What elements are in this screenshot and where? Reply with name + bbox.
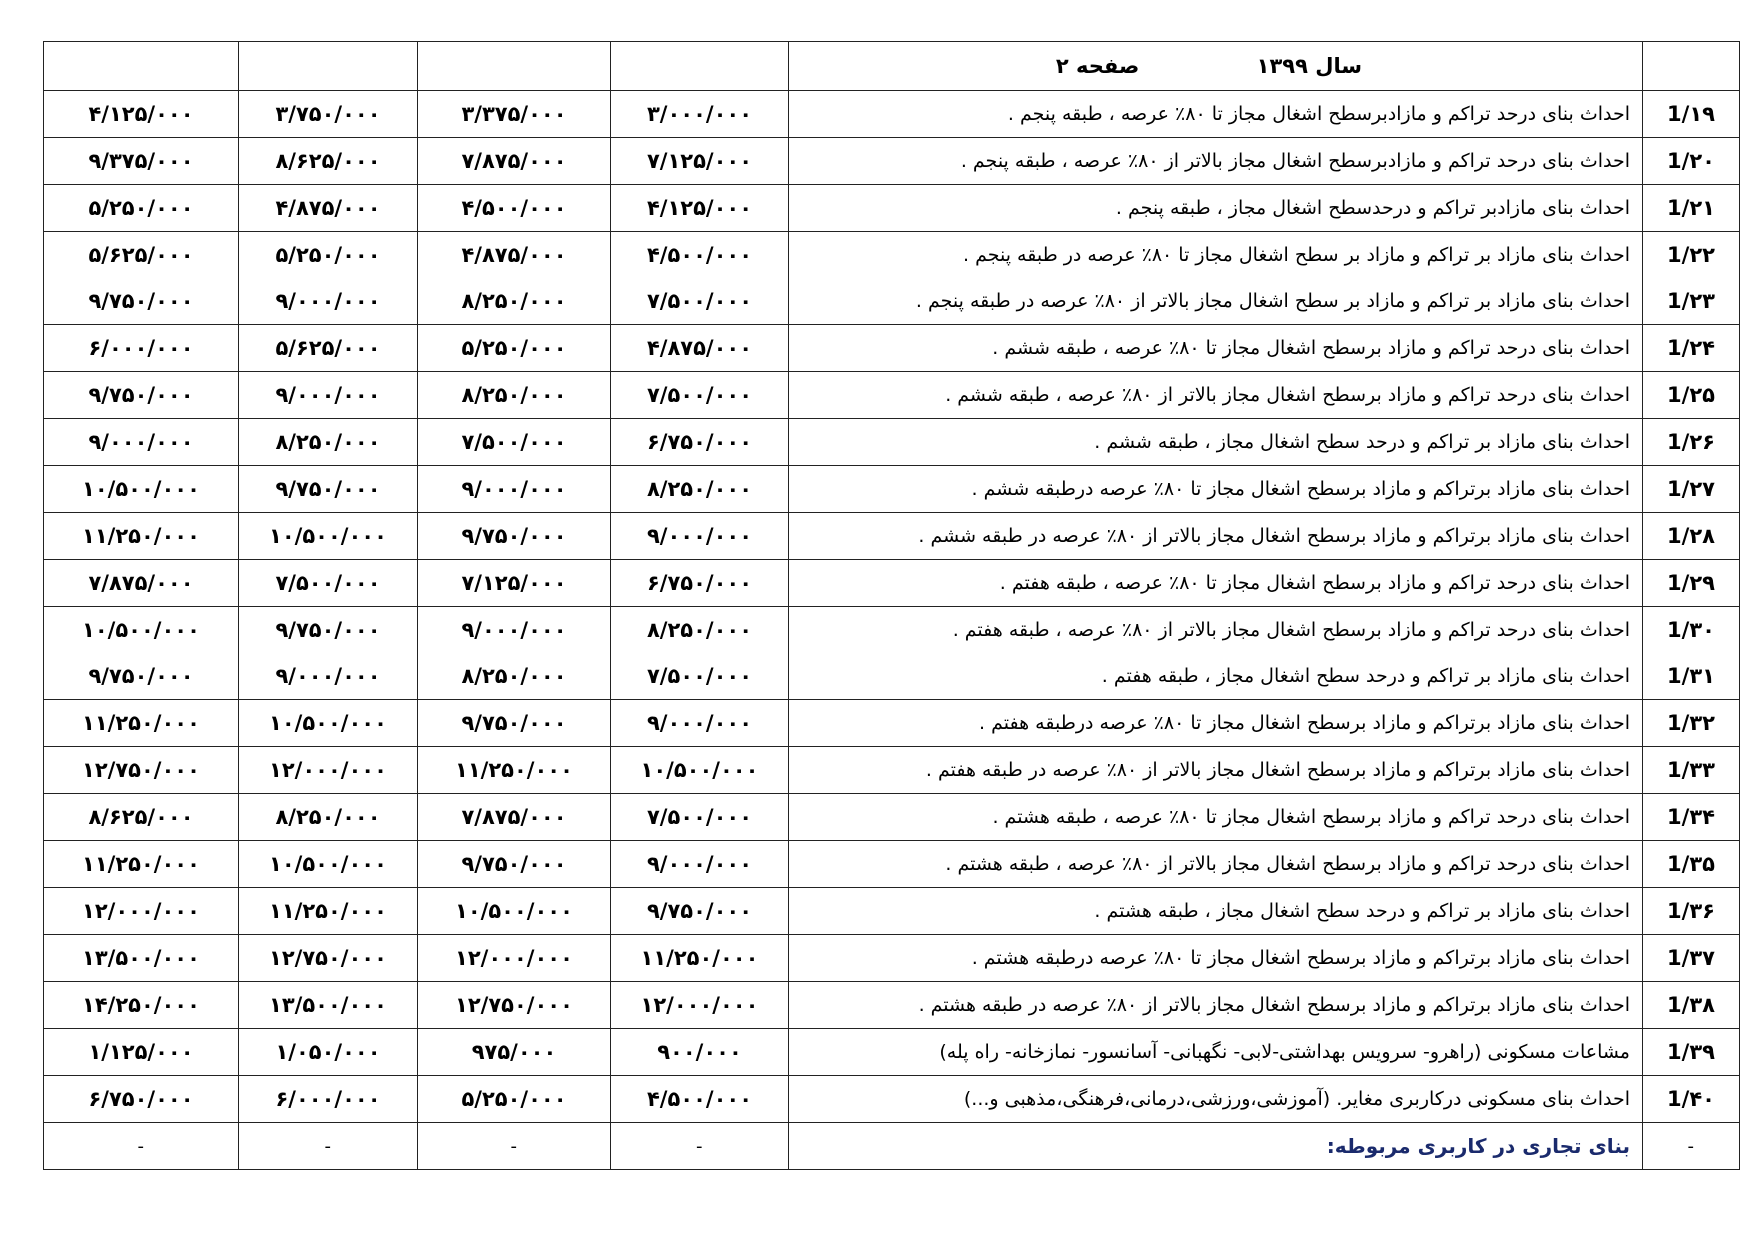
- row-description: احداث بنای مازاد بر تراکم و درحد سطح اشغال مجاز ، طبقه ششم .: [789, 419, 1643, 466]
- row-code: 1/۳۴: [1643, 794, 1740, 841]
- row-description: احداث بنای درحد تراکم و مازاد برسطح اشغال مجاز تا ۸۰٪ عرصه ، طبقه هفتم .: [789, 560, 1643, 607]
- row-code: 1/۲۴: [1643, 325, 1740, 372]
- row-description: احداث بنای مازاد برتراکم و مازاد برسطح اشغال مجاز بالاتر از ۸۰٪ عرصه در طبقه هشتم .: [789, 982, 1643, 1029]
- row-value-3: ۹/۰۰۰/۰۰۰: [239, 278, 418, 325]
- footer-value-1: -: [611, 1123, 789, 1170]
- row-value-3: ۵/۶۲۵/۰۰۰: [239, 325, 418, 372]
- row-value-2: ۹/۷۵۰/۰۰۰: [418, 700, 611, 747]
- row-value-3: ۹/۷۵۰/۰۰۰: [239, 466, 418, 513]
- row-code: 1/۲۲: [1643, 232, 1740, 279]
- row-value-4: ۶/۷۵۰/۰۰۰: [44, 1076, 239, 1123]
- row-value-1: ۷/۵۰۰/۰۰۰: [611, 372, 789, 419]
- row-value-3: ۱۲/۰۰۰/۰۰۰: [239, 747, 418, 794]
- row-value-3: ۹/۷۵۰/۰۰۰: [239, 607, 418, 654]
- row-description: احداث بنای درحد تراکم و مازاد برسطح اشغال مجاز تا ۸۰٪ عرصه ، طبقه هشتم .: [789, 794, 1643, 841]
- footer-value-4: -: [44, 1123, 239, 1170]
- row-value-4: ۹/۷۵۰/۰۰۰: [44, 278, 239, 325]
- row-value-4: ۵/۶۲۵/۰۰۰: [44, 232, 239, 279]
- row-value-3: ۸/۲۵۰/۰۰۰: [239, 419, 418, 466]
- row-value-1: ۴/۵۰۰/۰۰۰: [611, 232, 789, 279]
- table-row: [44, 185, 1740, 232]
- row-value-4: ۹/۷۵۰/۰۰۰: [44, 653, 239, 700]
- row-value-4: ۷/۸۷۵/۰۰۰: [44, 560, 239, 607]
- row-code: 1/۲۸: [1643, 513, 1740, 560]
- row-value-4: ۱۴/۲۵۰/۰۰۰: [44, 982, 239, 1029]
- row-value-4: ۱۲/۰۰۰/۰۰۰: [44, 888, 239, 935]
- row-code: 1/۳۱: [1643, 653, 1740, 700]
- table-row: [44, 1029, 1740, 1076]
- footer-row: [44, 1123, 1740, 1170]
- row-description: احداث بنای مازاد برتراکم و مازاد برسطح اشغال مجاز تا ۸۰٪ عرصه درطبقه ششم .: [789, 466, 1643, 513]
- table-row: [44, 935, 1740, 982]
- row-value-1: ۷/۱۲۵/۰۰۰: [611, 138, 789, 185]
- row-value-4: ۱۱/۲۵۰/۰۰۰: [44, 700, 239, 747]
- header-v1-cell: [611, 42, 789, 91]
- table-row: [44, 653, 1740, 700]
- row-description: احداث بنای مازاد برتراکم و مازاد برسطح اشغال مجاز تا ۸۰٪ عرصه درطبقه هفتم .: [789, 700, 1643, 747]
- row-code: 1/۳۲: [1643, 700, 1740, 747]
- row-value-1: ۸/۲۵۰/۰۰۰: [611, 466, 789, 513]
- row-value-4: ۱۲/۷۵۰/۰۰۰: [44, 747, 239, 794]
- row-code: 1/۲۱: [1643, 185, 1740, 232]
- table-row: [44, 325, 1740, 372]
- row-value-1: ۱۰/۵۰۰/۰۰۰: [611, 747, 789, 794]
- row-description: احداث بنای درحد تراکم و مازاد برسطح اشغال مجاز تا ۸۰٪ عرصه ، طبقه ششم .: [789, 325, 1643, 372]
- table-row: [44, 91, 1740, 138]
- row-value-1: ۴/۸۷۵/۰۰۰: [611, 325, 789, 372]
- row-value-2: ۷/۱۲۵/۰۰۰: [418, 560, 611, 607]
- row-value-4: ۴/۱۲۵/۰۰۰: [44, 91, 239, 138]
- table-row: [44, 372, 1740, 419]
- row-value-3: ۵/۲۵۰/۰۰۰: [239, 232, 418, 279]
- row-value-1: ۸/۲۵۰/۰۰۰: [611, 607, 789, 654]
- row-code: 1/۲۷: [1643, 466, 1740, 513]
- table-row: [44, 700, 1740, 747]
- row-value-4: ۱۳/۵۰۰/۰۰۰: [44, 935, 239, 982]
- row-description: احداث بنای درحد تراکم و مازاد برسطح اشغال مجاز بالاتر از ۸۰٪ عرصه ، طبقه ششم .: [789, 372, 1643, 419]
- row-value-3: ۱۰/۵۰۰/۰۰۰: [239, 841, 418, 888]
- row-code: 1/۲۵: [1643, 372, 1740, 419]
- row-value-3: ۹/۰۰۰/۰۰۰: [239, 653, 418, 700]
- row-description: احداث بنای درحد تراکم و مازاد برسطح اشغال مجاز بالاتر از ۸۰٪ عرصه ، طبقه هشتم .: [789, 841, 1643, 888]
- footer-value-2: -: [418, 1123, 611, 1170]
- row-value-2: ۹۷۵/۰۰۰: [418, 1029, 611, 1076]
- row-description: احداث بنای مازاد بر تراکم و درحد سطح اشغال مجاز ، طبقه هشتم .: [789, 888, 1643, 935]
- row-code: 1/۲۳: [1643, 278, 1740, 325]
- table-row: [44, 138, 1740, 185]
- row-value-2: ۱۰/۵۰۰/۰۰۰: [418, 888, 611, 935]
- row-code: 1/۳۰: [1643, 607, 1740, 654]
- row-code: 1/۳۶: [1643, 888, 1740, 935]
- row-value-3: ۸/۲۵۰/۰۰۰: [239, 794, 418, 841]
- footer-code: -: [1643, 1123, 1740, 1170]
- row-value-3: ۴/۸۷۵/۰۰۰: [239, 185, 418, 232]
- row-description: احداث بنای مازاد بر تراکم و مازاد بر سطح اشغال مجاز بالاتر از ۸۰٪ عرصه در طبقه پنجم .: [789, 278, 1643, 325]
- row-value-1: ۷/۵۰۰/۰۰۰: [611, 653, 789, 700]
- row-value-1: ۶/۷۵۰/۰۰۰: [611, 419, 789, 466]
- row-code: 1/۳۸: [1643, 982, 1740, 1029]
- row-value-4: ۹/۷۵۰/۰۰۰: [44, 372, 239, 419]
- row-value-2: ۴/۸۷۵/۰۰۰: [418, 232, 611, 279]
- row-description: احداث بنای مازادبر تراکم و درحدسطح اشغال مجاز ، طبقه پنجم .: [789, 185, 1643, 232]
- row-value-4: ۹/۰۰۰/۰۰۰: [44, 419, 239, 466]
- table-row: [44, 982, 1740, 1029]
- row-code: 1/۱۹: [1643, 91, 1740, 138]
- table-row: [44, 560, 1740, 607]
- row-value-2: ۴/۵۰۰/۰۰۰: [418, 185, 611, 232]
- row-value-2: ۹/۷۵۰/۰۰۰: [418, 841, 611, 888]
- row-value-2: ۱۲/۷۵۰/۰۰۰: [418, 982, 611, 1029]
- row-description: احداث بنای مازاد برتراکم و مازاد برسطح اشغال مجاز تا ۸۰٪ عرصه درطبقه هشتم .: [789, 935, 1643, 982]
- row-value-2: ۱۱/۲۵۰/۰۰۰: [418, 747, 611, 794]
- row-value-3: ۱۳/۵۰۰/۰۰۰: [239, 982, 418, 1029]
- row-value-4: ۱۱/۲۵۰/۰۰۰: [44, 841, 239, 888]
- row-code: 1/۴۰: [1643, 1076, 1740, 1123]
- row-value-4: ۱۰/۵۰۰/۰۰۰: [44, 466, 239, 513]
- row-value-1: ۹/۷۵۰/۰۰۰: [611, 888, 789, 935]
- table-row: [44, 232, 1740, 279]
- row-value-3: ۱۲/۷۵۰/۰۰۰: [239, 935, 418, 982]
- row-code: 1/۳۳: [1643, 747, 1740, 794]
- row-description: احداث بنای درحد تراکم و مازاد برسطح اشغال مجاز بالاتر از ۸۰٪ عرصه ، طبقه هفتم .: [789, 607, 1643, 654]
- row-value-1: ۱۲/۰۰۰/۰۰۰: [611, 982, 789, 1029]
- header-v2-cell: [418, 42, 611, 91]
- header-title-cell: [789, 42, 1643, 91]
- table-row: [44, 513, 1740, 560]
- table-row: [44, 607, 1740, 654]
- footer-description: بنای تجاری در کاربری مربوطه:: [789, 1123, 1643, 1170]
- row-value-1: ۷/۵۰۰/۰۰۰: [611, 278, 789, 325]
- table-row: [44, 466, 1740, 513]
- header-v3-cell: [239, 42, 418, 91]
- row-description: احداث بنای مازاد بر تراکم و مازاد بر سطح اشغال مجاز تا ۸۰٪ عرصه در طبقه پنجم .: [789, 232, 1643, 279]
- row-value-2: ۷/۸۷۵/۰۰۰: [418, 138, 611, 185]
- row-description: احداث بنای مازاد برتراکم و مازاد برسطح اشغال مجاز بالاتر از ۸۰٪ عرصه در طبقه ششم .: [789, 513, 1643, 560]
- row-value-2: ۱۲/۰۰۰/۰۰۰: [418, 935, 611, 982]
- row-code: 1/۳۵: [1643, 841, 1740, 888]
- table-row: [44, 419, 1740, 466]
- row-value-1: ۶/۷۵۰/۰۰۰: [611, 560, 789, 607]
- row-value-4: ۹/۳۷۵/۰۰۰: [44, 138, 239, 185]
- row-value-3: ۱۰/۵۰۰/۰۰۰: [239, 700, 418, 747]
- row-value-4: ۵/۲۵۰/۰۰۰: [44, 185, 239, 232]
- row-value-1: ۱۱/۲۵۰/۰۰۰: [611, 935, 789, 982]
- header-code-cell: [1643, 42, 1740, 91]
- row-code: 1/۳۷: [1643, 935, 1740, 982]
- row-value-3: ۶/۰۰۰/۰۰۰: [239, 1076, 418, 1123]
- header-row: [44, 42, 1740, 91]
- row-code: 1/۲۹: [1643, 560, 1740, 607]
- row-value-1: ۴/۵۰۰/۰۰۰: [611, 1076, 789, 1123]
- row-value-4: ۶/۰۰۰/۰۰۰: [44, 325, 239, 372]
- table-row: [44, 1076, 1740, 1123]
- row-value-2: ۷/۸۷۵/۰۰۰: [418, 794, 611, 841]
- price-sheet: [43, 41, 1739, 1170]
- row-value-2: ۹/۰۰۰/۰۰۰: [418, 607, 611, 654]
- row-value-1: ۹/۰۰۰/۰۰۰: [611, 700, 789, 747]
- row-description: احداث بنای مازاد بر تراکم و درحد سطح اشغال مجاز ، طبقه هفتم .: [789, 653, 1643, 700]
- row-value-2: ۸/۲۵۰/۰۰۰: [418, 372, 611, 419]
- row-value-3: ۱۱/۲۵۰/۰۰۰: [239, 888, 418, 935]
- row-code: 1/۲۰: [1643, 138, 1740, 185]
- header-v4-cell: [44, 42, 239, 91]
- row-value-2: ۸/۲۵۰/۰۰۰: [418, 278, 611, 325]
- row-code: 1/۳۹: [1643, 1029, 1740, 1076]
- row-value-1: ۳/۰۰۰/۰۰۰: [611, 91, 789, 138]
- price-table: [43, 41, 1740, 1170]
- row-code: 1/۲۶: [1643, 419, 1740, 466]
- row-value-3: ۹/۰۰۰/۰۰۰: [239, 372, 418, 419]
- table-row: [44, 747, 1740, 794]
- row-value-2: ۹/۰۰۰/۰۰۰: [418, 466, 611, 513]
- row-description: احداث بنای درحد تراکم و مازادبرسطح اشغال مجاز بالاتر از ۸۰٪ عرصه ، طبقه پنجم .: [789, 138, 1643, 185]
- row-value-4: ۱/۱۲۵/۰۰۰: [44, 1029, 239, 1076]
- row-description: مشاعات مسکونی (راهرو- سرویس بهداشتی-لابی- نگهبانی- آسانسور- نمازخانه- راه پله): [789, 1029, 1643, 1076]
- footer-value-3: -: [239, 1123, 418, 1170]
- table-row: [44, 841, 1740, 888]
- row-value-2: ۹/۷۵۰/۰۰۰: [418, 513, 611, 560]
- row-value-3: ۱۰/۵۰۰/۰۰۰: [239, 513, 418, 560]
- row-value-4: ۱۱/۲۵۰/۰۰۰: [44, 513, 239, 560]
- row-value-1: ۹/۰۰۰/۰۰۰: [611, 513, 789, 560]
- page-label: صفحه ۲: [1055, 54, 1140, 78]
- row-value-3: ۷/۵۰۰/۰۰۰: [239, 560, 418, 607]
- row-description: احداث بنای مسکونی درکاربری مغایر. (آموزشی،ورزشی،درمانی،فرهنگی،مذهبی و...): [789, 1076, 1643, 1123]
- row-value-2: ۸/۲۵۰/۰۰۰: [418, 653, 611, 700]
- row-value-1: ۷/۵۰۰/۰۰۰: [611, 794, 789, 841]
- row-value-2: ۳/۳۷۵/۰۰۰: [418, 91, 611, 138]
- row-value-1: ۴/۱۲۵/۰۰۰: [611, 185, 789, 232]
- row-value-4: ۱۰/۵۰۰/۰۰۰: [44, 607, 239, 654]
- row-value-2: ۷/۵۰۰/۰۰۰: [418, 419, 611, 466]
- row-value-3: ۸/۶۲۵/۰۰۰: [239, 138, 418, 185]
- row-value-1: ۹۰۰/۰۰۰: [611, 1029, 789, 1076]
- row-description: احداث بنای درحد تراکم و مازادبرسطح اشغال مجاز تا ۸۰٪ عرصه ، طبقه پنجم .: [789, 91, 1643, 138]
- row-description: احداث بنای مازاد برتراکم و مازاد برسطح اشغال مجاز بالاتر از ۸۰٪ عرصه در طبقه هفتم .: [789, 747, 1643, 794]
- table-row: [44, 794, 1740, 841]
- table-row: [44, 888, 1740, 935]
- row-value-1: ۹/۰۰۰/۰۰۰: [611, 841, 789, 888]
- table-row: [44, 278, 1740, 325]
- row-value-2: ۵/۲۵۰/۰۰۰: [418, 325, 611, 372]
- row-value-3: ۳/۷۵۰/۰۰۰: [239, 91, 418, 138]
- row-value-4: ۸/۶۲۵/۰۰۰: [44, 794, 239, 841]
- year-label: سال ۱۳۹۹: [1256, 54, 1362, 78]
- row-value-3: ۱/۰۵۰/۰۰۰: [239, 1029, 418, 1076]
- row-value-2: ۵/۲۵۰/۰۰۰: [418, 1076, 611, 1123]
